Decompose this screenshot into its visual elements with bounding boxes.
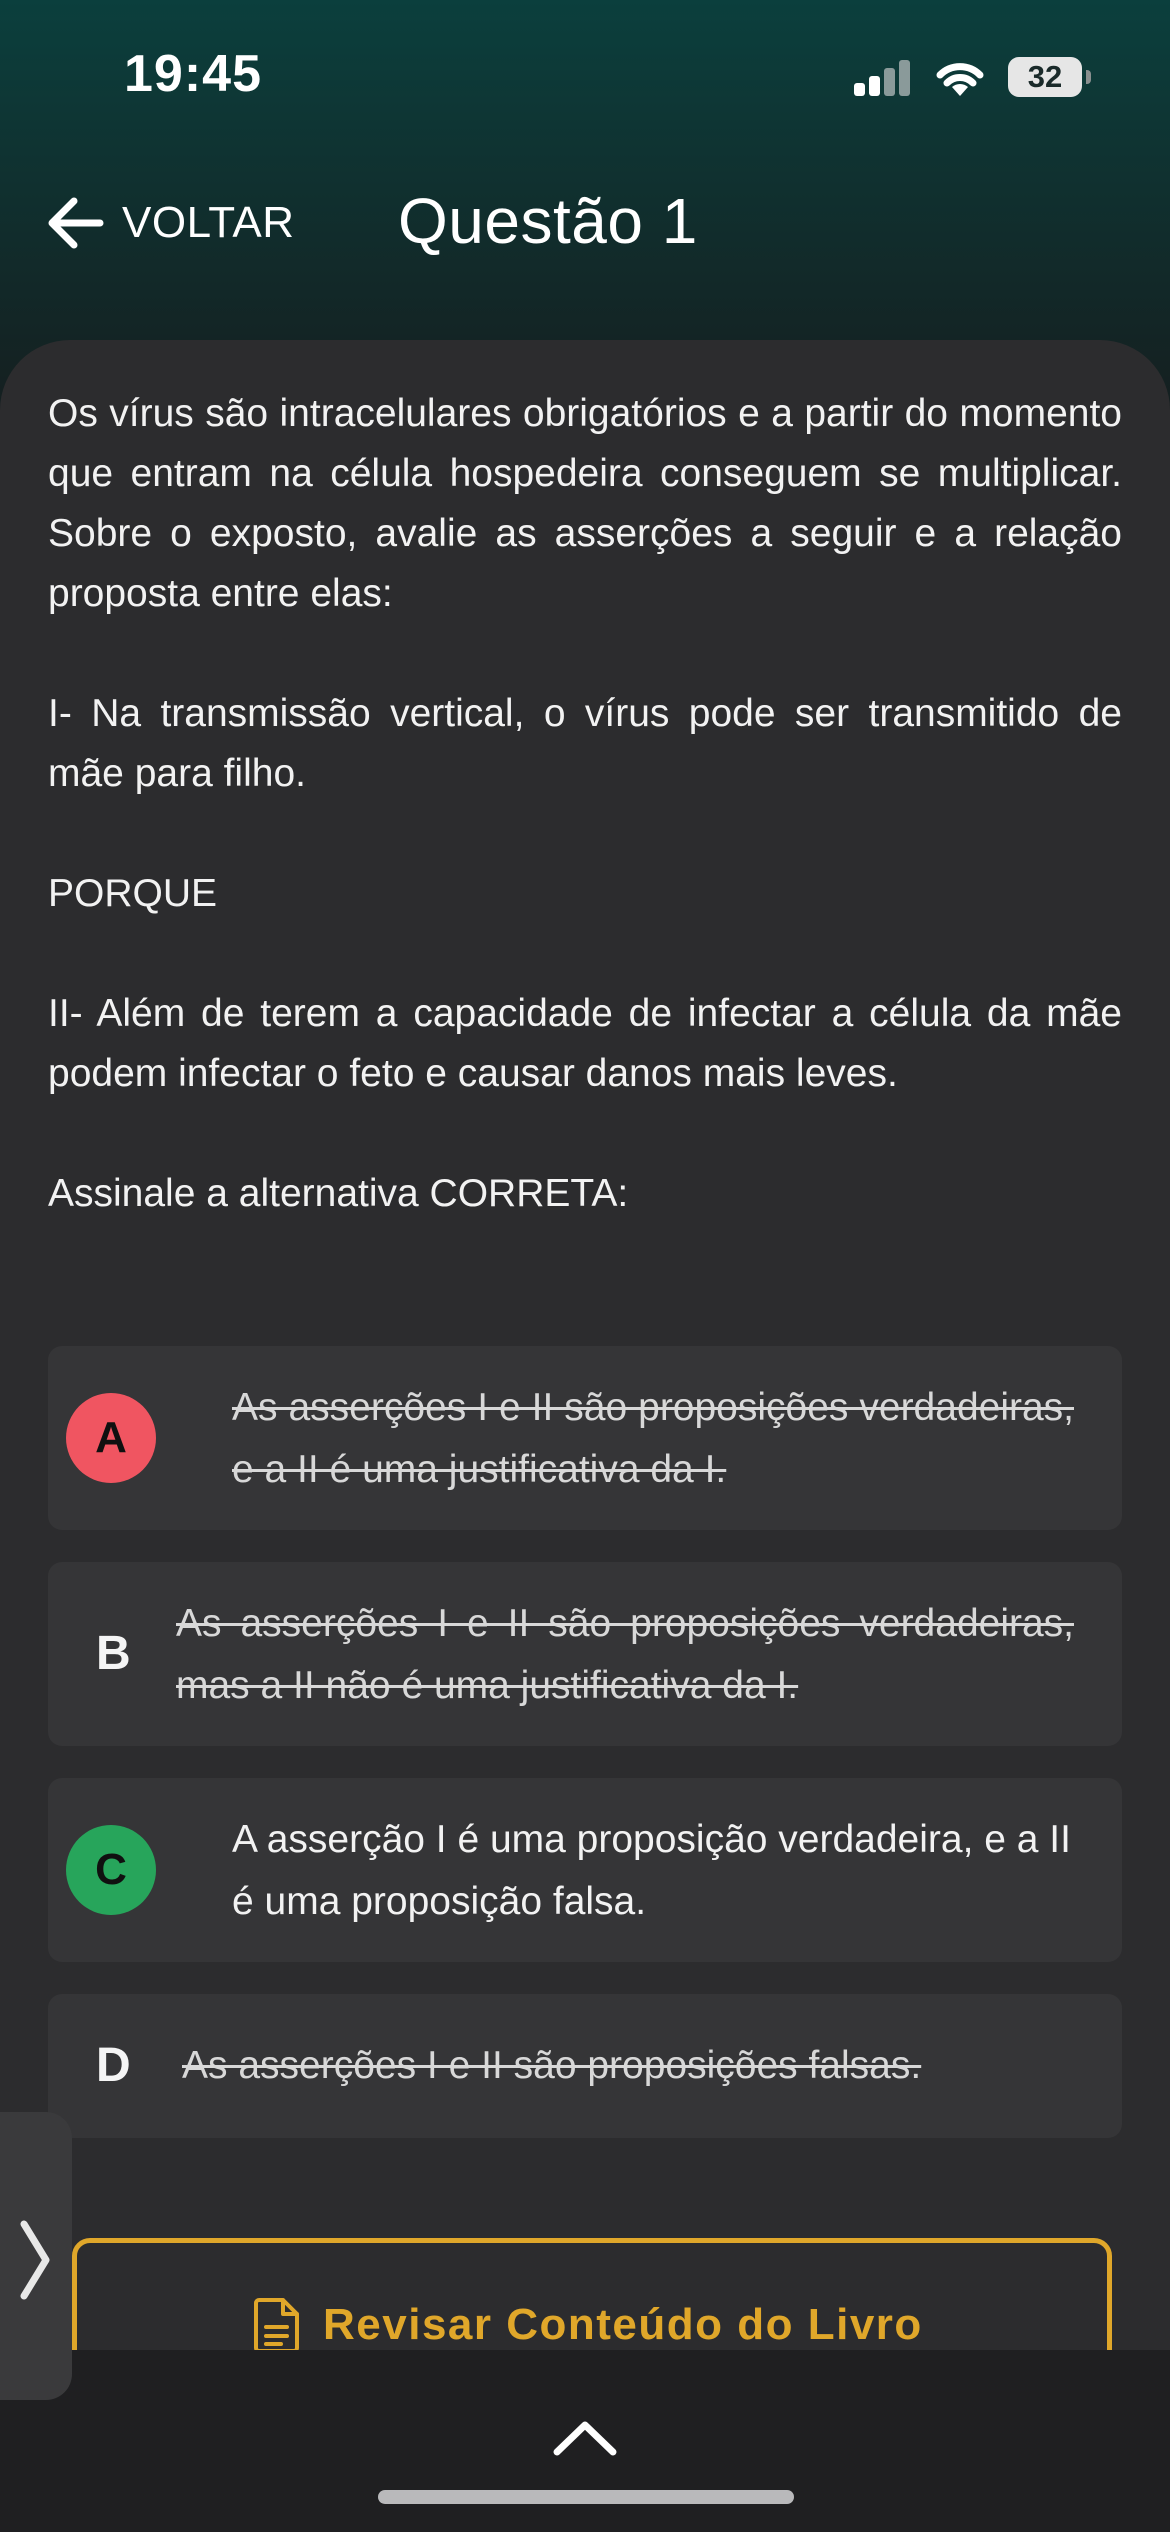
arrow-left-icon: [44, 195, 104, 251]
chevron-right-icon: [18, 2218, 52, 2302]
wifi-icon: [932, 56, 988, 98]
side-drawer-handle[interactable]: [0, 2112, 72, 2400]
question-paragraph: Os vírus são intracelulares obrigatórios e a partir do momento que entram na célula hospedeira conseguem se multiplicar. Sobre o exposto, avalie as asserções a seguir e a relação proposta entre elas:: [48, 392, 1122, 615]
review-content-label: Revisar Conteúdo do Livro: [323, 2300, 923, 2349]
home-indicator: [378, 2490, 794, 2504]
page-title: Questão 1: [398, 185, 698, 257]
battery-tip: [1086, 70, 1091, 84]
option-a[interactable]: [48, 1346, 1122, 1530]
option-c-text: A asserção I é uma proposição verdadeira, e a II é uma proposição falsa.: [232, 1818, 1071, 1923]
document-icon: [253, 2297, 301, 2353]
option-b-text: As asserções I e II são proposições verdadeiras, mas a II não é uma justificativa da I.: [176, 1602, 1074, 1707]
option-d-letter: D: [96, 2039, 131, 2092]
option-a-text: As asserções I e II são proposições verdadeiras, e a II é uma justificativa da I.: [232, 1386, 1074, 1491]
back-button[interactable]: [44, 188, 295, 258]
option-b[interactable]: [48, 1562, 1122, 1746]
option-b-letter: B: [96, 1627, 131, 1680]
option-c[interactable]: [48, 1778, 1122, 1962]
question-paragraph: Assinale a alternativa CORRETA:: [48, 1172, 629, 1215]
option-c-badge: C: [66, 1825, 156, 1915]
back-label: VOLTAR: [122, 198, 295, 247]
question-text: [48, 384, 1122, 1224]
question-paragraph: PORQUE: [48, 872, 218, 915]
status-time: 19:45: [124, 45, 262, 103]
cellular-signal-icon: [854, 60, 912, 96]
question-paragraph: II- Além de terem a capacidade de infectar a célula da mãe podem infectar o feto e causar danos mais leves.: [48, 992, 1122, 1095]
chevron-up-icon[interactable]: [552, 2418, 618, 2458]
question-paragraph: I- Na transmissão vertical, o vírus pode ser transmitido de mãe para filho.: [48, 692, 1122, 795]
option-d-text: As asserções I e II são proposições falsas.: [182, 2044, 922, 2087]
battery-indicator: 32: [1008, 57, 1082, 97]
option-d[interactable]: [48, 1994, 1122, 2138]
option-a-badge: A: [66, 1393, 156, 1483]
